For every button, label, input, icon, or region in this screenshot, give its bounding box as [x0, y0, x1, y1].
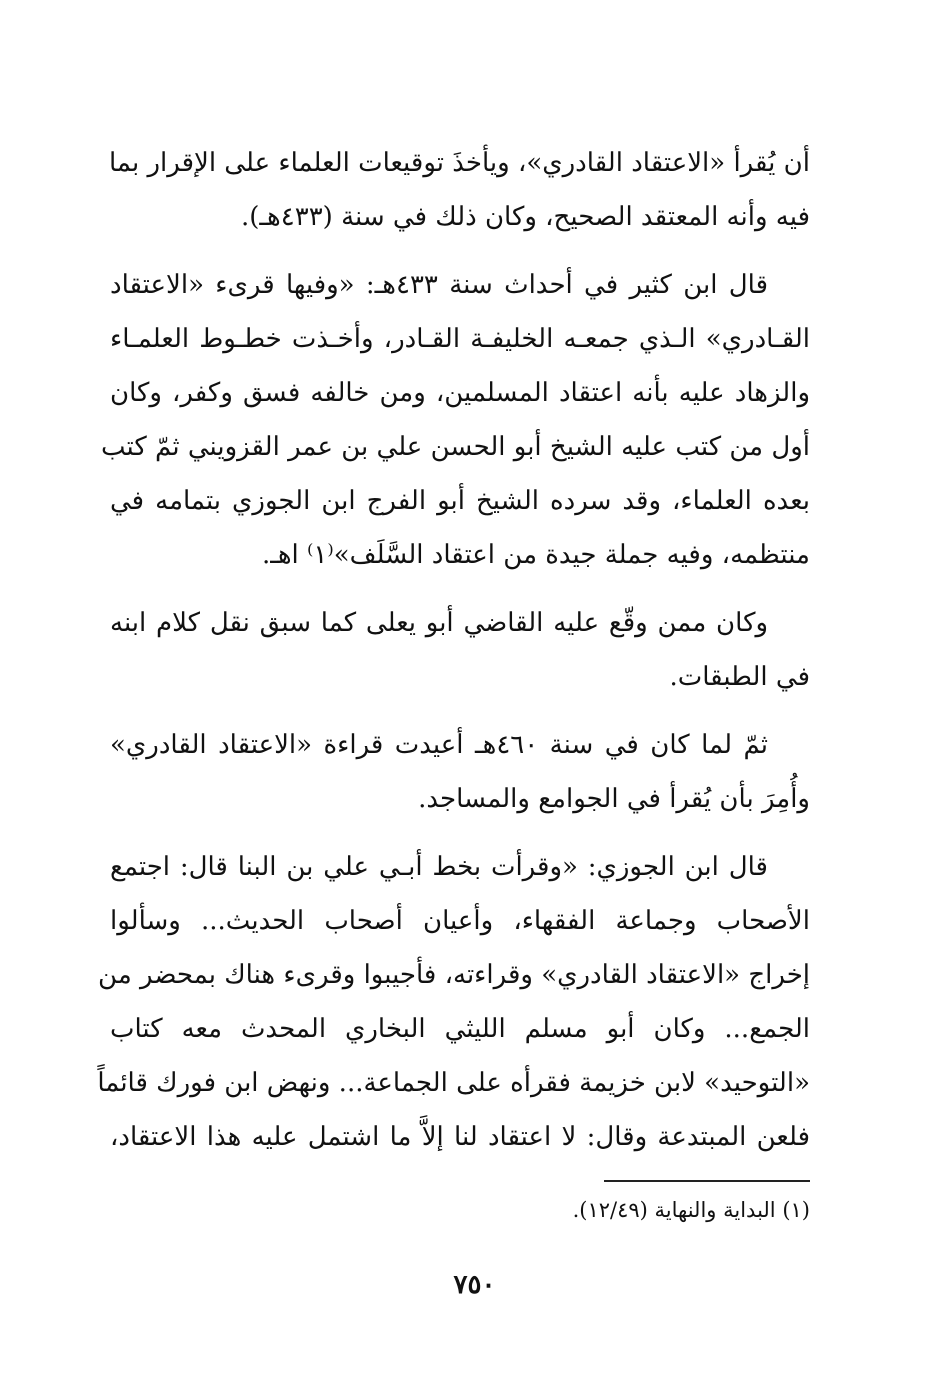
- paragraph: [110, 718, 810, 826]
- text-line: فيه وأنه المعتقد الصحيح، وكان ذلك في سنة (٤٣٣هـ).: [241, 202, 810, 232]
- paragraph: [110, 136, 810, 244]
- text-line: بعده العلماء، وقد سرده الشيخ أبو الفرج ابن الجوزي بتمامه في: [110, 486, 810, 516]
- body-text: [97, 136, 811, 1178]
- footnote: (١) البداية والنهاية (١٢/٤٩).: [572, 1198, 810, 1222]
- text-line: الأصحاب وجماعة الفقهاء، وأعيان أصحاب الحديث... وسألوا: [110, 906, 810, 936]
- paragraph: [101, 258, 811, 582]
- text-line: ثمّ لما كان في سنة ٤٦٠هـ أعيدت قراءة «الاعتقاد القادري»: [110, 730, 768, 760]
- text-line: منتظمه، وفيه جملة جيدة من اعتقاد السَّلَف»⁽١⁾ اهـ.: [261, 540, 810, 570]
- paragraph: [97, 840, 810, 1164]
- text-line: وكان ممن وقّع عليه القاضي أبو يعلى كما سبق نقل كلام ابنه: [110, 608, 768, 638]
- text-line: «التوحيد» لابن خزيمة فقرأه على الجماعة... ونهض ابن فورك قائماً: [97, 1068, 810, 1098]
- footnotes: [400, 1192, 810, 1228]
- text-line: والزهاد عليه بأنه اعتقاد المسلمين، ومن خالفه فسق وكفر، وكان: [110, 378, 811, 408]
- text-line: الجمع... وكان أبو مسلم الليثي البخاري المحدث معه كتاب: [110, 1014, 810, 1044]
- text-line: قال ابن كثير في أحداث سنة ٤٣٣هـ: «وفيها قرىء «الاعتقاد: [110, 270, 768, 300]
- footnote-divider: [604, 1180, 810, 1182]
- text-line: القـادري» الـذي جمعـه الخليفـة القـادر، وأخـذت خطـوط العلمـاء: [110, 324, 810, 354]
- text-line: فلعن المبتدعة وقال: لا اعتقاد لنا إلاَّ ما اشتمل عليه هذا الاعتقاد،: [110, 1122, 810, 1152]
- text-line: وأُمِرَ بأن يُقرأ في الجوامع والمساجد.: [418, 784, 810, 814]
- text-line: أن يُقرأ «الاعتقاد القادري»، ويأخذَ توقيعات العلماء على الإقرار بما: [108, 148, 810, 178]
- text-line: قال ابن الجوزي: «وقرأت بخط أبـي علي بن البنا قال: اجتمع: [110, 852, 768, 882]
- text-line: إخراج «الاعتقاد القادري» وقراءته، فأجيبوا وقرىء هناك بمحضر من: [98, 960, 810, 990]
- text-line: أول من كتب عليه الشيخ أبو الحسن علي بن عمر القزويني ثمّ كتب: [101, 432, 810, 462]
- paragraph: [110, 596, 810, 704]
- page-number: ٧٥٠: [453, 1270, 496, 1300]
- text-line: في الطبقات.: [669, 662, 810, 692]
